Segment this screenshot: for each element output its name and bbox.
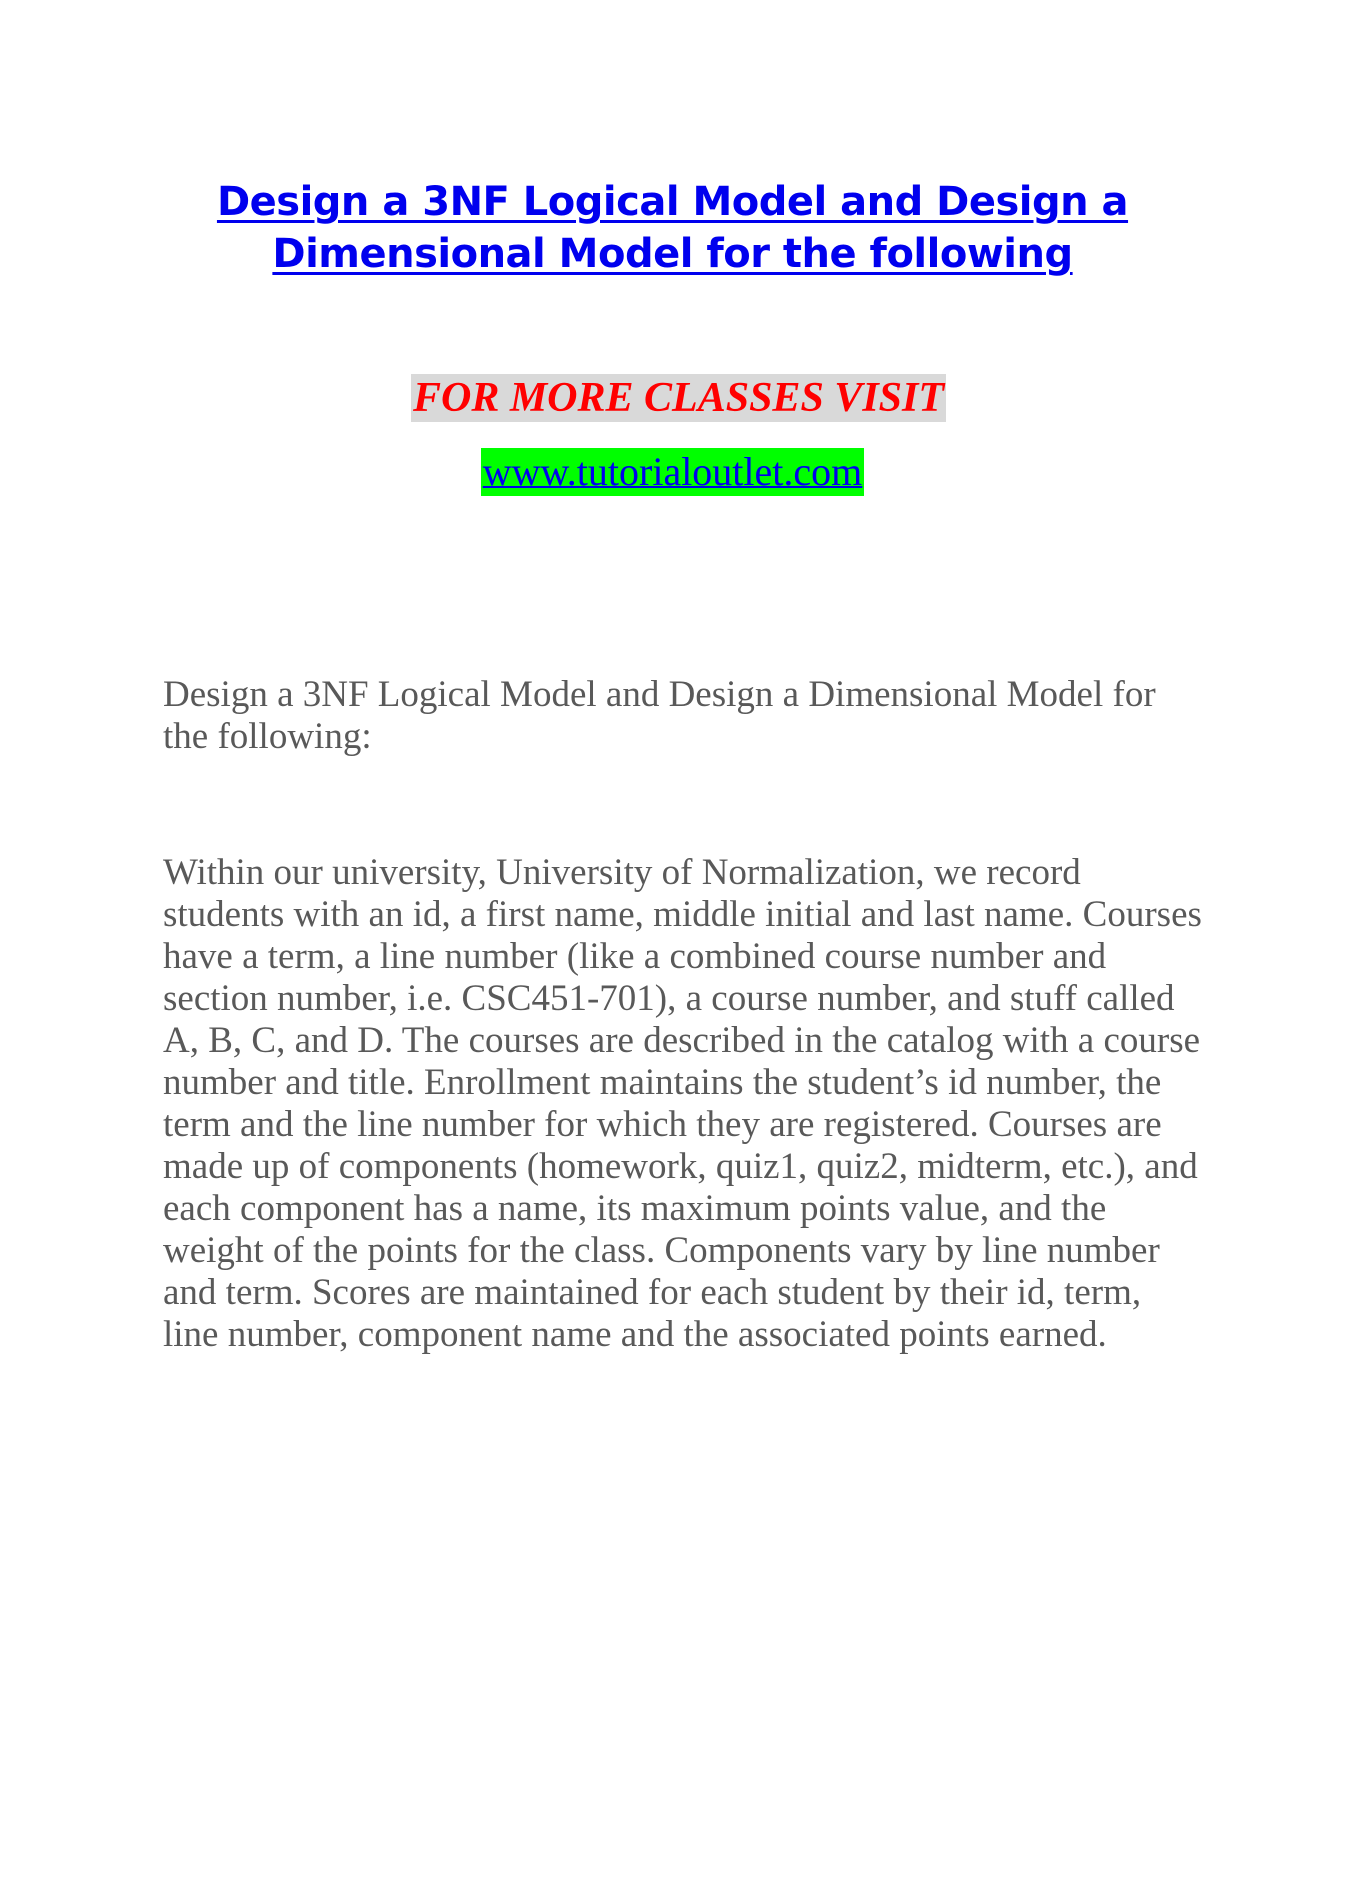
description-paragraph: Within our university, University of Normalization, we record students with an id, a first name, middle initial and last name. Courses have a term, a line number (like a combined course number and section number, i.e. CSC451-701), a course number, and stuff called A, B, C, and D. The courses are described in the catalog with a course number and title. Enrollment maintains the student’s id number, the term and the line number for which they are registered. Courses are made up of components (homework, quiz1, quiz2, midterm, etc.), and each component has a name, its maximum points value, and the weight of the points for the class. Components vary by line number and term. Scores are maintained for each student by their id, term, line number, component name and the associated points earned. bbox=[163, 852, 1202, 1355]
tutorialoutlet-link[interactable]: www.tutorialoutlet.com bbox=[482, 449, 863, 494]
promo-banner bbox=[0, 374, 1345, 422]
intro-paragraph: Design a 3NF Logical Model and Design a Dimensional Model for the following: bbox=[163, 674, 1156, 757]
page-title bbox=[200, 176, 1145, 280]
title-link[interactable]: Design a 3NF Logical Model and Design a Dimensional Model for the following bbox=[216, 179, 1129, 277]
promo-link-container bbox=[0, 448, 1345, 496]
promo-text: FOR MORE CLASSES VISIT bbox=[412, 375, 945, 421]
